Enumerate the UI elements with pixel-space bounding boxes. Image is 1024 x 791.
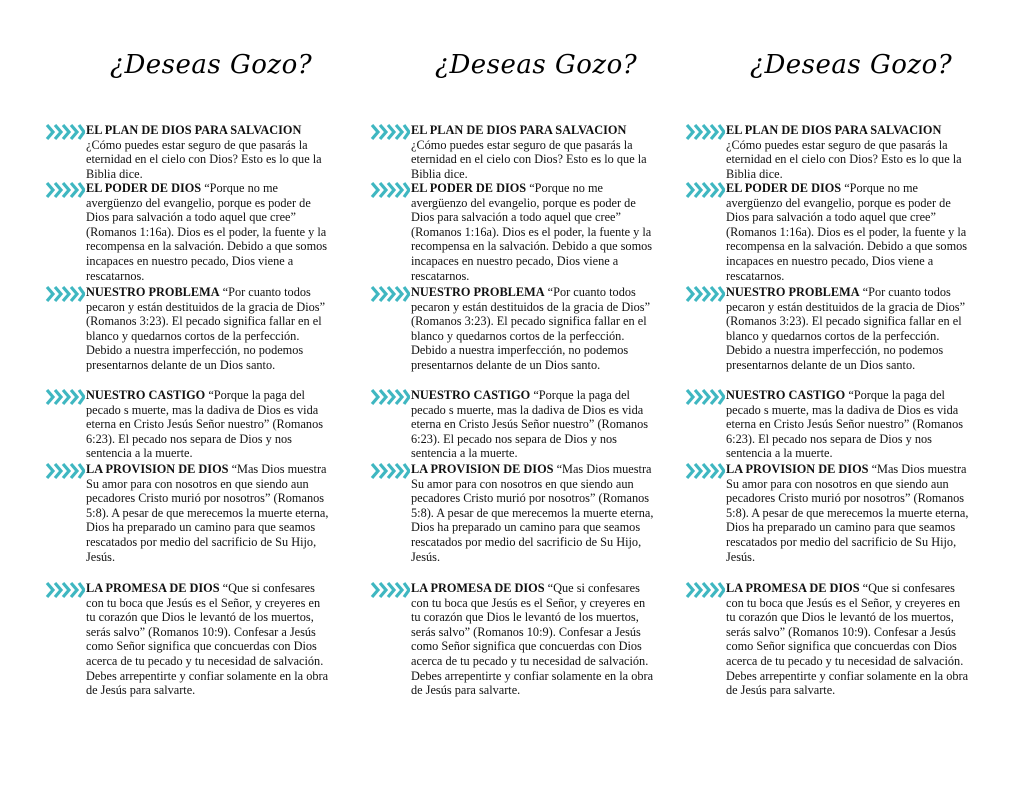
section-text xyxy=(411,181,655,283)
section-body: “Mas Dios muestra Su amor para con nosotros en que siendo aun pecadores Cristo murió por nosotros” (Romanos 5:8). A pesar de que merecemos la muerte eterna, Dios ha preparado un camino para que seamos rescatados por medio del sacrificio de Su Hijo, Jesús. xyxy=(411,462,654,564)
section-body: ¿Cómo puedes estar seguro de que pasarás la eternidad en el cielo con Dios? Esto es lo que la Biblia dice. xyxy=(411,137,647,181)
section-body: “Por cuanto todos pecaron y están destituidos de la gracia de Dios” (Romanos 3:23). El pecado significa fallar en el blanco y quedarnos cortos de la perfección. Debido a nuestra imperfección, no podemos presentarnos delante de un Dios santo. xyxy=(726,285,966,372)
section-heading: LA PROVISION DE DIOS xyxy=(726,462,869,476)
section-heading: EL PLAN DE DIOS PARA SALVACION xyxy=(726,123,942,137)
chevron-arrows-icon xyxy=(370,581,410,599)
tract-panel-3 xyxy=(685,0,969,791)
chevron-arrows-icon xyxy=(370,388,410,406)
section-heading: EL PODER DE DIOS xyxy=(86,181,202,195)
section-heading: LA PROVISION DE DIOS xyxy=(411,462,554,476)
tract-panel-1 xyxy=(45,0,329,791)
section-text xyxy=(411,388,655,461)
chevron-arrows-icon xyxy=(45,285,85,303)
section-body: “Porque la paga del pecado s muerte, mas la dadiva de Dios es vida eterna en Cristo Jesús Señor nuestro” (Romanos 6:23). El pecado nos separa de Dios y nos sentencia a la muerte. xyxy=(86,388,324,461)
section-body: “Por cuanto todos pecaron y están destituidos de la gracia de Dios” (Romanos 3:23). El pecado significa fallar en el blanco y quedarnos cortos de la perfección. Debido a nuestra imperfección, no podemos presentarnos delante de un Dios santo. xyxy=(86,285,326,372)
section-text xyxy=(86,462,330,564)
chevron-arrows-icon xyxy=(685,123,725,141)
section-heading: NUESTRO CASTIGO xyxy=(86,388,206,402)
section-heading: LA PROMESA DE DIOS xyxy=(726,581,860,595)
panel-title: ¿Deseas Gozo? xyxy=(435,50,638,80)
section-heading: NUESTRO PROBLEMA xyxy=(726,285,860,299)
section-text xyxy=(726,285,970,373)
section-body: “Mas Dios muestra Su amor para con nosotros en que siendo aun pecadores Cristo murió por nosotros” (Romanos 5:8). A pesar de que merecemos la muerte eterna, Dios ha preparado un camino para que seamos rescatados por medio del sacrificio de Su Hijo, Jesús. xyxy=(86,462,329,564)
section-text xyxy=(411,285,655,373)
section-body: “Por cuanto todos pecaron y están destituidos de la gracia de Dios” (Romanos 3:23). El pecado significa fallar en el blanco y quedarnos cortos de la perfección. Debido a nuestra imperfección, no podemos presentarnos delante de un Dios santo. xyxy=(411,285,651,372)
section-text xyxy=(411,123,655,181)
chevron-arrows-icon xyxy=(45,462,85,480)
chevron-arrows-icon xyxy=(370,462,410,480)
section-heading: NUESTRO CASTIGO xyxy=(411,388,531,402)
section-body: “Que si confesares con tu boca que Jesús es el Señor, y creyeres en tu corazón que Dios le levantó de los muertos, serás salvo” (Romanos 10:9). Confesar a Jesús como Señor significa que concuerdas con Dios acerca de tu pecado y tu necesidad de salvación. Debes arrepentirte y confiar solamente en la obra de Jesús para salvarte. xyxy=(86,581,329,698)
section-body: “Mas Dios muestra Su amor para con nosotros en que siendo aun pecadores Cristo murió por nosotros” (Romanos 5:8). A pesar de que merecemos la muerte eterna, Dios ha preparado un camino para que seamos rescatados por medio del sacrificio de Su Hijo, Jesús. xyxy=(726,462,969,564)
section-heading: LA PROMESA DE DIOS xyxy=(86,581,220,595)
section-text xyxy=(726,581,970,698)
section-heading: LA PROVISION DE DIOS xyxy=(86,462,229,476)
chevron-arrows-icon xyxy=(685,388,725,406)
panel-title: ¿Deseas Gozo? xyxy=(750,50,953,80)
section-heading: EL PODER DE DIOS xyxy=(726,181,842,195)
section-body: ¿Cómo puedes estar seguro de que pasarás la eternidad en el cielo con Dios? Esto es lo que la Biblia dice. xyxy=(726,137,962,181)
chevron-arrows-icon xyxy=(370,285,410,303)
section-text xyxy=(726,181,970,283)
section-text xyxy=(411,462,655,564)
section-body: “Que si confesares con tu boca que Jesús es el Señor, y creyeres en tu corazón que Dios le levantó de los muertos, serás salvo” (Romanos 10:9). Confesar a Jesús como Señor significa que concuerdas con Dios acerca de tu pecado y tu necesidad de salvación. Debes arrepentirte y confiar solamente en la obra de Jesús para salvarte. xyxy=(726,581,969,698)
section-body: ¿Cómo puedes estar seguro de que pasarás la eternidad en el cielo con Dios? Esto es lo que la Biblia dice. xyxy=(86,137,322,181)
section-heading: LA PROMESA DE DIOS xyxy=(411,581,545,595)
chevron-arrows-icon xyxy=(45,581,85,599)
section-text xyxy=(726,388,970,461)
chevron-arrows-icon xyxy=(685,285,725,303)
chevron-arrows-icon xyxy=(685,462,725,480)
section-text xyxy=(86,581,330,698)
panel-title: ¿Deseas Gozo? xyxy=(110,50,313,80)
chevron-arrows-icon xyxy=(685,581,725,599)
section-heading: NUESTRO PROBLEMA xyxy=(411,285,545,299)
chevron-arrows-icon xyxy=(45,123,85,141)
section-heading: EL PODER DE DIOS xyxy=(411,181,527,195)
section-body: “Porque la paga del pecado s muerte, mas la dadiva de Dios es vida eterna en Cristo Jesús Señor nuestro” (Romanos 6:23). El pecado nos separa de Dios y nos sentencia a la muerte. xyxy=(726,388,964,461)
section-body: “Porque no me avergüenzo del evangelio, porque es poder de Dios para salvación a todo aquel que cree” (Romanos 1:16a). Dios es el poder, la fuente y la recompensa en la salvación. Debido a que somos incapaces en nuestro pecado, Dios viene a rescatarnos. xyxy=(86,181,328,283)
section-heading: EL PLAN DE DIOS PARA SALVACION xyxy=(86,123,302,137)
chevron-arrows-icon xyxy=(45,388,85,406)
section-body: “Porque no me avergüenzo del evangelio, porque es poder de Dios para salvación a todo aquel que cree” (Romanos 1:16a). Dios es el poder, la fuente y la recompensa en la salvación. Debido a que somos incapaces en nuestro pecado, Dios viene a rescatarnos. xyxy=(411,181,653,283)
tract-panel-2 xyxy=(370,0,654,791)
section-heading: NUESTRO CASTIGO xyxy=(726,388,846,402)
section-text xyxy=(86,123,330,181)
chevron-arrows-icon xyxy=(685,181,725,199)
section-text xyxy=(86,181,330,283)
section-text xyxy=(86,285,330,373)
section-body: “Porque no me avergüenzo del evangelio, porque es poder de Dios para salvación a todo aquel que cree” (Romanos 1:16a). Dios es el poder, la fuente y la recompensa en la salvación. Debido a que somos incapaces en nuestro pecado, Dios viene a rescatarnos. xyxy=(726,181,968,283)
section-heading: NUESTRO PROBLEMA xyxy=(86,285,220,299)
section-text xyxy=(86,388,330,461)
chevron-arrows-icon xyxy=(370,181,410,199)
section-text xyxy=(726,462,970,564)
section-heading: EL PLAN DE DIOS PARA SALVACION xyxy=(411,123,627,137)
section-text xyxy=(726,123,970,181)
chevron-arrows-icon xyxy=(370,123,410,141)
chevron-arrows-icon xyxy=(45,181,85,199)
section-body: “Porque la paga del pecado s muerte, mas la dadiva de Dios es vida eterna en Cristo Jesús Señor nuestro” (Romanos 6:23). El pecado nos separa de Dios y nos sentencia a la muerte. xyxy=(411,388,649,461)
section-body: “Que si confesares con tu boca que Jesús es el Señor, y creyeres en tu corazón que Dios le levantó de los muertos, serás salvo” (Romanos 10:9). Confesar a Jesús como Señor significa que concuerdas con Dios acerca de tu pecado y tu necesidad de salvación. Debes arrepentirte y confiar solamente en la obra de Jesús para salvarte. xyxy=(411,581,654,698)
section-text xyxy=(411,581,655,698)
